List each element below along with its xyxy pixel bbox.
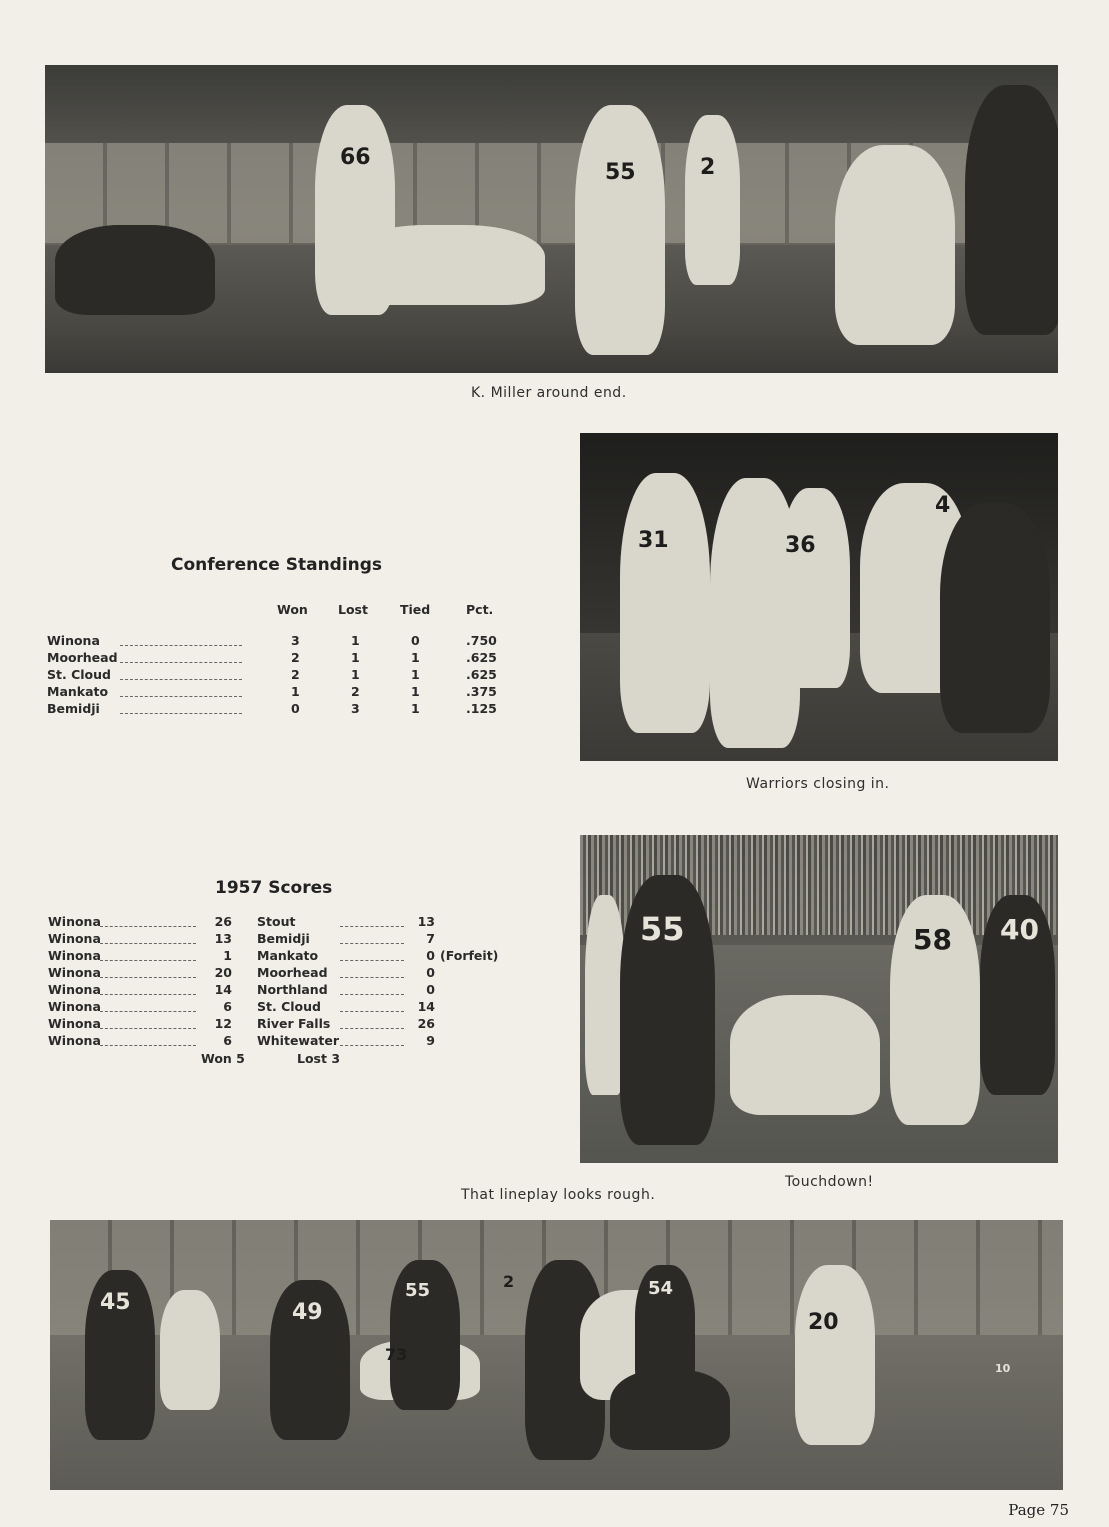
scores-opponent: Mankato [257, 948, 319, 963]
jersey-number: 31 [638, 528, 669, 553]
scores-winona-score: 1 [223, 948, 232, 963]
scores-title: 1957 Scores [215, 878, 333, 898]
jersey-number: 55 [405, 1280, 431, 1301]
jersey-number: 55 [640, 910, 685, 948]
player [585, 895, 625, 1095]
scores-opponent: Moorhead [257, 965, 328, 980]
scores-opponent: Bemidji [257, 931, 310, 946]
scores-opponent: Stout [257, 914, 296, 929]
scores-opponent-score: 0 [426, 948, 435, 963]
jersey-number: 40 [1000, 913, 1039, 946]
standings-header-tied: Tied [400, 602, 431, 617]
yard-marker: 2 [503, 1272, 515, 1291]
photo-caption: Touchdown! [785, 1174, 874, 1190]
standings-tied: 1 [411, 701, 420, 716]
standings-won: 3 [291, 633, 300, 648]
photo-caption: K. Miller around end. [471, 385, 627, 401]
standings-tied: 0 [411, 633, 420, 648]
standings-won: 2 [291, 650, 300, 665]
player [730, 995, 880, 1115]
scores-team: Winona [48, 1033, 101, 1048]
scores-opponent-score: 26 [417, 1016, 435, 1031]
jersey-number: 45 [100, 1290, 131, 1315]
scores-opponent-score: 9 [426, 1033, 435, 1048]
player [620, 473, 710, 733]
scores-winona-score: 13 [214, 931, 232, 946]
standings-tied: 1 [411, 650, 420, 665]
scores-team: Winona [48, 982, 101, 997]
standings-won: 0 [291, 701, 300, 716]
scores-winona-score: 6 [223, 999, 232, 1014]
scores-opponent-score: 0 [426, 982, 435, 997]
jersey-number: 4 [935, 493, 951, 518]
standings-team: Moorhead [47, 650, 118, 665]
jersey-number: 54 [648, 1278, 674, 1299]
photo-lineplay [50, 1220, 1063, 1490]
player [835, 145, 955, 345]
scores-opponent-score: 0 [426, 965, 435, 980]
scores-opponent: Northland [257, 982, 328, 997]
scores-team: Winona [48, 914, 101, 929]
standings-pct: .625 [466, 650, 497, 665]
jersey-number: 49 [292, 1300, 323, 1325]
player [575, 105, 665, 355]
standings-lost: 1 [351, 633, 360, 648]
scores-winona-score: 26 [214, 914, 232, 929]
scores-note: (Forfeit) [440, 948, 499, 963]
scores-winona-score: 14 [214, 982, 232, 997]
scores-winona-score: 6 [223, 1033, 232, 1048]
scores-team: Winona [48, 999, 101, 1014]
photo-caption: That lineplay looks rough. [461, 1187, 656, 1203]
scores-team: Winona [48, 948, 101, 963]
standings-tied: 1 [411, 667, 420, 682]
yard-marker: 10 [995, 1362, 1011, 1375]
standings-title: Conference Standings [171, 555, 383, 575]
jersey-number: 73 [385, 1345, 408, 1364]
scores-opponent-score: 14 [417, 999, 435, 1014]
scores-team: Winona [48, 931, 101, 946]
lost-total: Lost 3 [297, 1051, 341, 1066]
standings-header-won: Won [277, 602, 308, 617]
jersey-number: 58 [913, 923, 952, 956]
photo-caption: Warriors closing in. [746, 776, 890, 792]
player [780, 488, 850, 688]
standings-pct: .750 [466, 633, 497, 648]
player [795, 1265, 875, 1445]
standings-lost: 2 [351, 684, 360, 699]
standings-team: Mankato [47, 684, 109, 699]
standings-team: Winona [47, 633, 100, 648]
scores-winona-score: 12 [214, 1016, 232, 1031]
page-number: Page 75 [1008, 1501, 1069, 1519]
jersey-number: 2 [700, 155, 716, 180]
photo-touchdown [580, 835, 1058, 1163]
won-total: Won 5 [201, 1051, 245, 1066]
scores-winona-score: 20 [214, 965, 232, 980]
scores-team: Winona [48, 965, 101, 980]
jersey-number: 55 [605, 160, 636, 185]
standings-lost: 1 [351, 667, 360, 682]
standings-pct: .625 [466, 667, 497, 682]
standings-pct: .375 [466, 684, 497, 699]
player [160, 1290, 220, 1410]
standings-lost: 1 [351, 650, 360, 665]
scores-opponent-score: 13 [417, 914, 435, 929]
scores-opponent: River Falls [257, 1016, 331, 1031]
standings-won: 2 [291, 667, 300, 682]
jersey-number: 20 [808, 1310, 839, 1335]
standings-lost: 3 [351, 701, 360, 716]
jersey-number: 66 [340, 145, 371, 170]
player [685, 115, 740, 285]
standings-header-lost: Lost [338, 602, 368, 617]
standings-header-pct: Pct. [466, 602, 494, 617]
standings-team: St. Cloud [47, 667, 111, 682]
standings-won: 1 [291, 684, 300, 699]
standings-team: Bemidji [47, 701, 100, 716]
standings-tied: 1 [411, 684, 420, 699]
player [940, 503, 1050, 733]
photo-warriors-closing-in [580, 433, 1058, 761]
jersey-number: 36 [785, 533, 816, 558]
scores-team: Winona [48, 1016, 101, 1031]
scores-opponent-score: 7 [426, 931, 435, 946]
standings-pct: .125 [466, 701, 497, 716]
scores-summary [0, 0, 560, 1080]
player [965, 85, 1058, 335]
scores-opponent: Whitewater [257, 1033, 340, 1048]
scores-opponent: St. Cloud [257, 999, 321, 1014]
